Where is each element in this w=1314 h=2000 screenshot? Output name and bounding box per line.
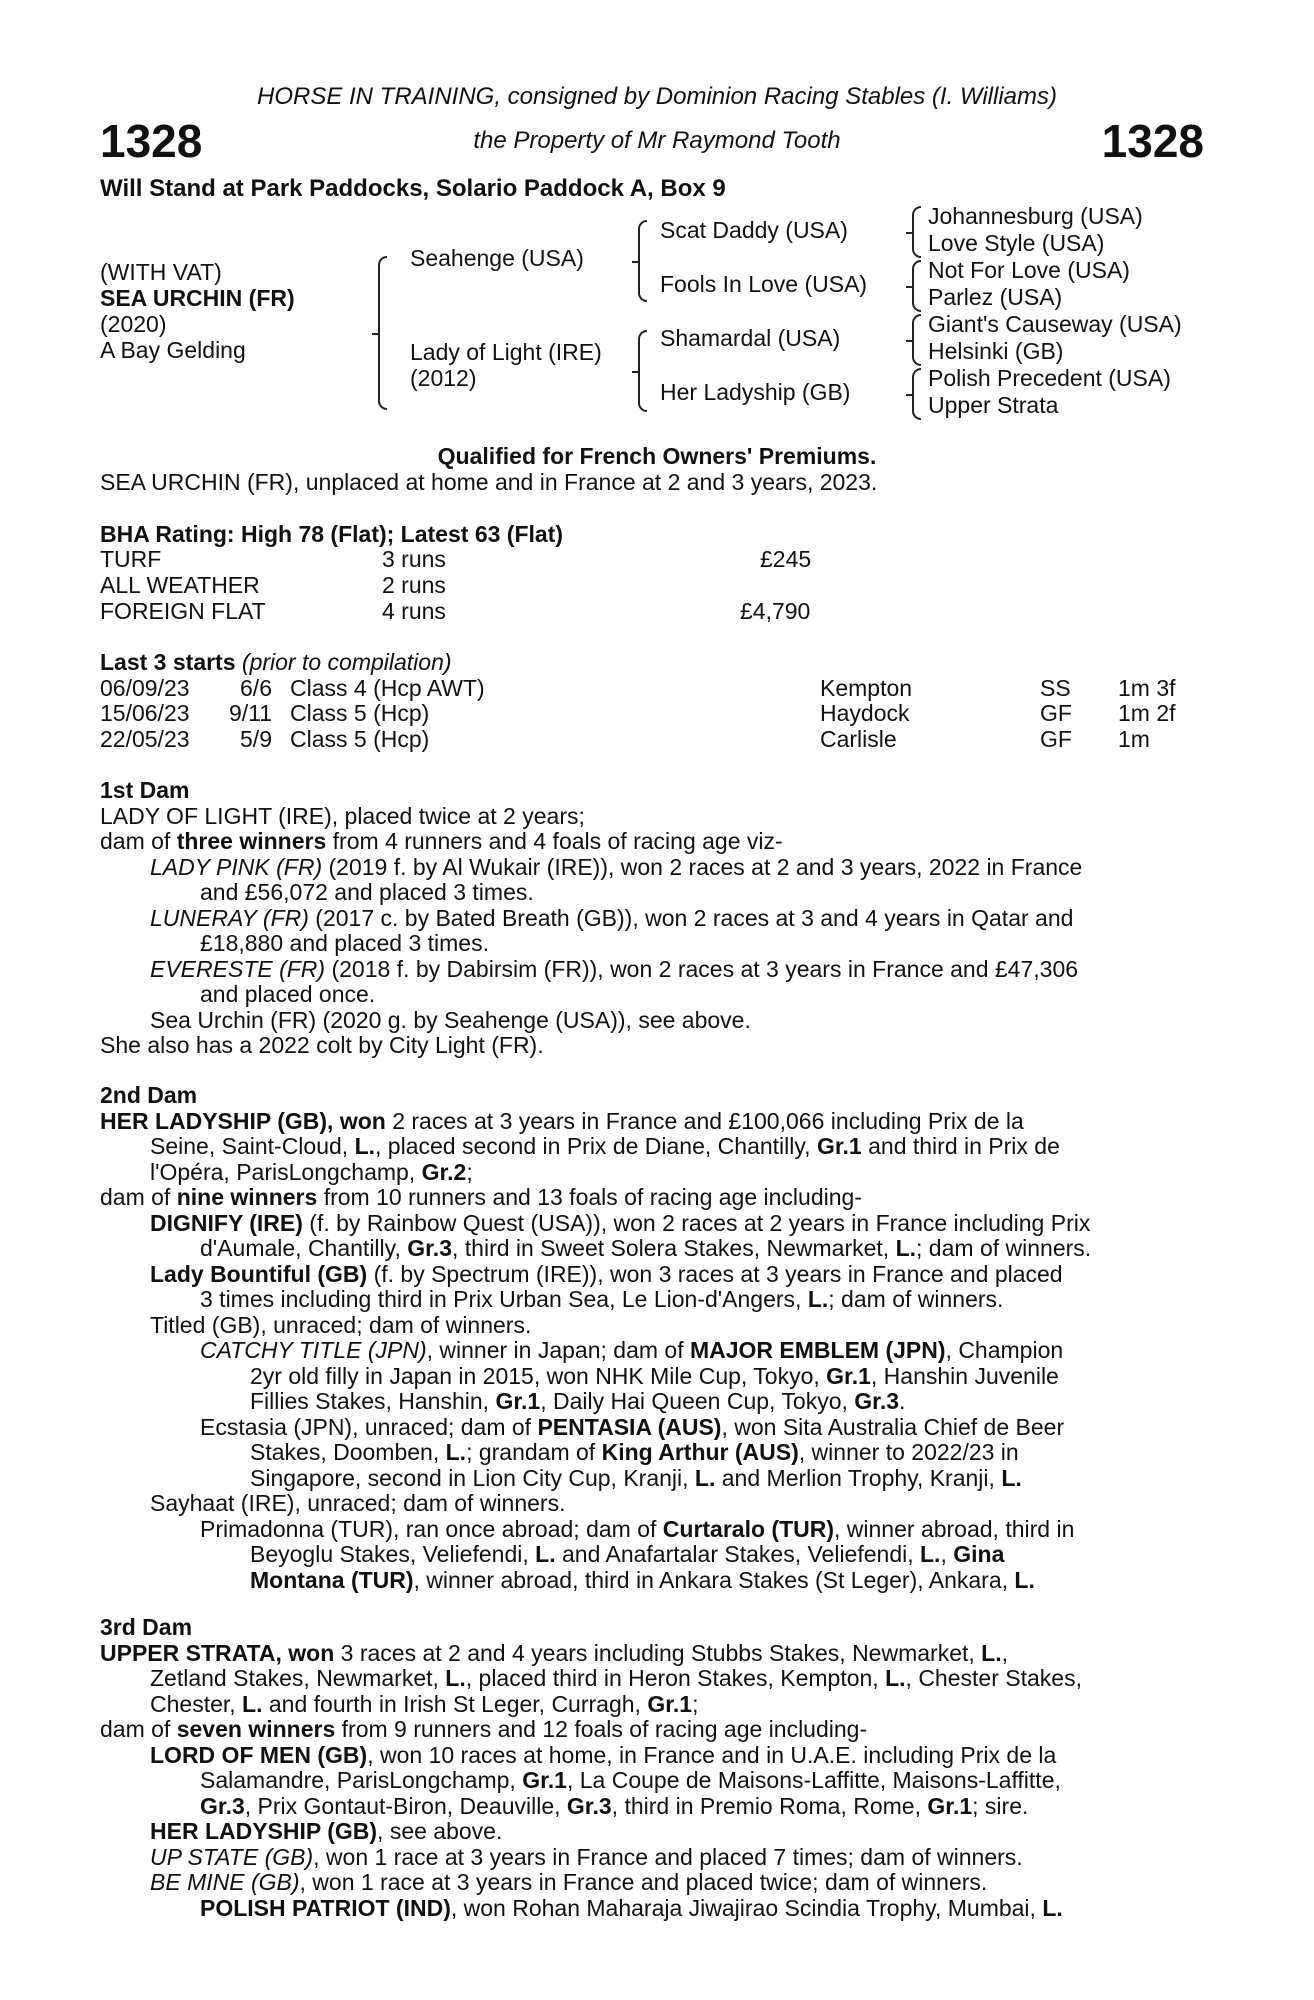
- dam-line-cont: Chester, L. and fourth in Irish St Leger, Curragh, Gr.1;: [150, 1690, 699, 1717]
- start-position: 9/11: [228, 700, 272, 726]
- dam-produce-line: dam of three winners from 4 runners and 4 foals of racing age viz-: [100, 828, 783, 854]
- dam-produce-line: dam of seven winners from 9 runners and 12 foals of racing age including-: [100, 1716, 868, 1742]
- dam-line: HER LADYSHIP (GB), won 2 races at 3 years in France and £100,066 including Prix de la: [100, 1107, 1024, 1134]
- start-date: 06/09/23: [100, 675, 190, 701]
- dam-sire: Shamardal (USA): [660, 325, 841, 351]
- dam-dam-sire: Polish Precedent (USA): [928, 365, 1171, 391]
- pedigree-brace-3: [912, 314, 921, 366]
- produce-entry: Lady Bountiful (GB) (f. by Spectrum (IRE)), won 3 races at 3 years in France and placed: [150, 1260, 1063, 1287]
- grand-produce-cont: Fillies Stakes, Hanshin, Gr.1, Daily Hai Queen Cup, Tokyo, Gr.3.: [250, 1388, 906, 1414]
- dam-dam: Her Ladyship (GB): [660, 379, 851, 405]
- dam-line: UPPER STRATA, won 3 races at 2 and 4 years including Stubbs Stakes, Newmarket, L.,: [100, 1639, 1008, 1666]
- start-position: 6/6: [240, 675, 272, 701]
- second-dam-section: [100, 1083, 1204, 1593]
- grand-produce-entry: POLISH PATRIOT (IND), won Rohan Maharaja Jiwajirao Scindia Trophy, Mumbai, L.: [200, 1894, 1063, 1921]
- dam-line-cont: l'Opéra, ParisLongchamp, Gr.2;: [150, 1158, 473, 1185]
- rating-money: £245: [760, 546, 812, 572]
- produce-entry: Titled (GB), unraced; dam of winners.: [150, 1311, 532, 1338]
- pedigree-brace-main: [378, 256, 387, 410]
- section-heading: 1st Dam: [100, 777, 190, 803]
- grand-produce-cont: 2yr old filly in Japan in 2015, won NHK Mile Cup, Tokyo, Gr.1, Hanshin Juvenile: [250, 1362, 1059, 1389]
- sire-sire: Scat Daddy (USA): [660, 217, 848, 243]
- third-dam-section: [100, 1615, 1204, 1921]
- produce-entry: Sea Urchin (FR) (2020 g. by Seahenge (USA)), see above.: [150, 1006, 751, 1033]
- pedigree-brace-4: [912, 368, 921, 420]
- produce-entry-cont: Gr.3, Prix Gontaut-Biron, Deauville, Gr.3, third in Premio Roma, Rome, Gr.1; sire.: [200, 1792, 1029, 1819]
- dam-year: (2012): [410, 365, 477, 391]
- rating-label: FOREIGN FLAT: [100, 598, 266, 624]
- produce-entry: LORD OF MEN (GB), won 10 races at home, in France and in U.A.E. including Prix de la: [150, 1741, 1057, 1768]
- dam-line-cont: Zetland Stakes, Newmarket, L., placed third in Heron Stakes, Kempton, L., Chester Stakes,: [150, 1665, 1082, 1691]
- start-class: Class 5 (Hcp): [290, 726, 430, 752]
- start-distance: 1m 3f: [1118, 675, 1176, 701]
- starts-title-line: [100, 650, 452, 676]
- sire-sire-dam: Love Style (USA): [928, 230, 1105, 256]
- pedigree-brace-sire: [638, 220, 647, 302]
- consignor-line: HORSE IN TRAINING, consigned by Dominion Racing Stables (I. Williams): [256, 83, 1058, 110]
- lot-number-right: 1328: [1101, 115, 1204, 167]
- dam-sire-sire: Giant's Causeway (USA): [928, 311, 1182, 337]
- horse-name: SEA URCHIN (FR): [100, 285, 295, 311]
- pedigree-brace-2: [912, 260, 921, 312]
- rating-runs: 4 runs: [382, 598, 446, 624]
- pedigree-brace-dam: [638, 330, 647, 412]
- rating-money: £4,790: [740, 598, 811, 624]
- pedigree-brace-1: [912, 206, 921, 258]
- dam-dam-dam: Upper Strata: [928, 392, 1059, 418]
- rating-label: ALL WEATHER: [100, 572, 260, 598]
- rating-runs: 2 runs: [382, 572, 446, 598]
- dam-line: LADY OF LIGHT (IRE), placed twice at 2 years;: [100, 802, 585, 829]
- start-class: Class 4 (Hcp AWT): [290, 675, 485, 701]
- start-course: Kempton: [820, 675, 913, 701]
- produce-entry: DIGNIFY (IRE) (f. by Rainbow Quest (USA)), won 2 races at 2 years in France including Prix: [150, 1209, 1091, 1236]
- produce-entry-cont: and £56,072 and placed 3 times.: [200, 879, 534, 905]
- dam: Lady of Light (IRE): [410, 339, 602, 365]
- horse-year: (2020): [100, 311, 167, 337]
- rating-title: BHA Rating: High 78 (Flat); Latest 63 (Flat): [100, 521, 563, 547]
- grand-produce-entry: CATCHY TITLE (JPN), winner in Japan; dam of MAJOR EMBLEM (JPN), Champion: [200, 1337, 1064, 1363]
- start-going: GF: [1040, 726, 1072, 752]
- produce-entry: LADY PINK (FR) (2019 f. by Al Wukair (IRE)), won 2 races at 2 and 3 years, 2022 in France: [150, 853, 1083, 880]
- start-course: Carlisle: [820, 726, 897, 752]
- produce-entry-cont: d'Aumale, Chantilly, Gr.3, third in Sweet Solera Stakes, Newmarket, L.; dam of winners.: [200, 1235, 1092, 1261]
- vat-note: (WITH VAT): [100, 259, 222, 285]
- section-heading: 2nd Dam: [100, 1082, 198, 1108]
- sire-sire-sire: Johannesburg (USA): [928, 203, 1143, 229]
- starts-title: Last 3 starts: [100, 649, 236, 675]
- produce-entry: HER LADYSHIP (GB), see above.: [150, 1818, 503, 1844]
- start-date: 22/05/23: [100, 726, 190, 752]
- sire-dam-sire: Not For Love (USA): [928, 257, 1130, 283]
- rating-runs: 3 runs: [382, 546, 446, 572]
- race-summary: SEA URCHIN (FR), unplaced at home and in France at 2 and 3 years, 2023.: [100, 469, 878, 495]
- sire: Seahenge (USA): [410, 245, 584, 271]
- rating-label: TURF: [100, 546, 162, 572]
- start-class: Class 5 (Hcp): [290, 700, 430, 726]
- owner-line: the Property of Mr Raymond Tooth: [473, 127, 841, 154]
- dam-sire-dam: Helsinki (GB): [928, 338, 1064, 364]
- grand-produce-entry: Ecstasia (JPN), unraced; dam of PENTASIA (AUS), won Sita Australia Chief de Beer: [200, 1413, 1065, 1440]
- produce-entry: LUNERAY (FR) (2017 c. by Bated Breath (GB)), won 2 races at 3 and 4 years in Qatar and: [150, 904, 1074, 931]
- starts-note: (prior to compilation): [241, 649, 452, 675]
- produce-entry: EVERESTE (FR) (2018 f. by Dabirsim (FR)), won 2 races at 3 years in France and £47,306: [150, 955, 1079, 982]
- produce-entry-cont: Salamandre, ParisLongchamp, Gr.1, La Coupe de Maisons-Laffitte, Maisons-Laffitte,: [200, 1767, 1061, 1793]
- dam-produce-line: dam of nine winners from 10 runners and 13 foals of racing age including-: [100, 1184, 862, 1210]
- start-course: Haydock: [820, 700, 910, 726]
- produce-entry: BE MINE (GB), won 1 race at 3 years in France and placed twice; dam of winners.: [150, 1869, 988, 1895]
- produce-entry-cont: and placed once.: [200, 981, 376, 1007]
- sire-dam-dam: Parlez (USA): [928, 284, 1063, 310]
- produce-entry: Sayhaat (IRE), unraced; dam of winners.: [150, 1490, 566, 1516]
- produce-entry-cont: 3 times including third in Prix Urban Sea, Le Lion-d'Angers, L.; dam of winners.: [200, 1286, 1004, 1312]
- first-dam-section: [100, 778, 1204, 1059]
- sire-dam: Fools In Love (USA): [660, 271, 868, 297]
- stand-location: Will Stand at Park Paddocks, Solario Paddock A, Box 9: [100, 175, 726, 202]
- start-going: GF: [1040, 700, 1072, 726]
- dam-line-cont: Seine, Saint-Cloud, L., placed second in Prix de Diane, Chantilly, Gr.1 and third in Prix de: [150, 1133, 1060, 1159]
- start-distance: 1m 2f: [1118, 700, 1176, 726]
- grand-produce-cont: Montana (TUR), winner abroad, third in Ankara Stakes (St Leger), Ankara, L.: [250, 1566, 1035, 1593]
- dam-note: She also has a 2022 colt by City Light (FR).: [100, 1032, 544, 1058]
- horse-description: A Bay Gelding: [100, 337, 246, 363]
- section-heading: 3rd Dam: [100, 1614, 193, 1640]
- start-going: SS: [1040, 675, 1071, 701]
- grand-produce-cont: Stakes, Doomben, L.; grandam of King Arthur (AUS), winner to 2022/23 in: [250, 1439, 1019, 1465]
- start-distance: 1m: [1118, 726, 1150, 752]
- lot-number-left: 1328: [100, 115, 203, 167]
- grand-produce-cont: Beyoglu Stakes, Veliefendi, L. and Anafartalar Stakes, Veliefendi, L., Gina: [250, 1541, 1005, 1567]
- grand-produce-cont: Singapore, second in Lion City Cup, Kranji, L. and Merlion Trophy, Kranji, L.: [250, 1464, 1022, 1491]
- grand-produce-entry: Primadonna (TUR), ran once abroad; dam of Curtaralo (TUR), winner abroad, third in: [200, 1515, 1075, 1542]
- qualified-note: Qualified for French Owners' Premiums.: [437, 443, 877, 469]
- produce-entry-cont: £18,880 and placed 3 times.: [200, 930, 489, 956]
- start-position: 5/9: [240, 726, 272, 752]
- produce-entry: UP STATE (GB), won 1 race at 3 years in France and placed 7 times; dam of winners.: [150, 1843, 1023, 1870]
- start-date: 15/06/23: [100, 700, 190, 726]
